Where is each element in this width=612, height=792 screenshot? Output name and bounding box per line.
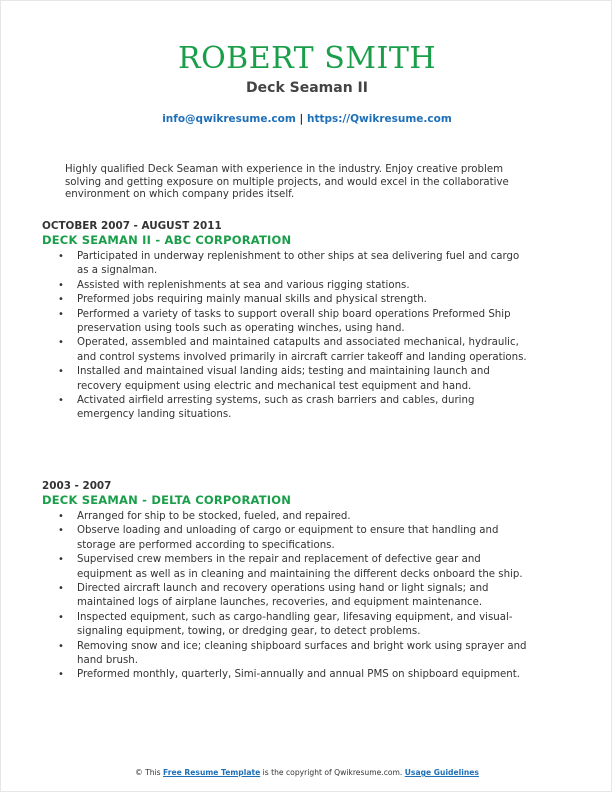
experience-entry: [42, 480, 532, 683]
job-responsibilities: [42, 250, 532, 423]
job-responsibilities: [42, 510, 532, 683]
list-item: • Observe loading and unloading of cargo or equipment to ensure that handling and storage are performed according to specifications.: [77, 524, 532, 553]
list-item: • Directed aircraft launch and recovery operations using hand or light signals; and maintained logs of airplane launches, recoveries, and equipment maintenance.: [77, 582, 532, 611]
list-item: • Operated, assembled and maintained catapults and associated mechanical, hydraulic, and control systems involved primarily in aircraft carrier takeoff and landing operations.: [77, 336, 532, 365]
list-item: • Preformed jobs requiring mainly manual skills and physical strength.: [77, 293, 532, 307]
candidate-title: Deck Seaman II: [246, 80, 368, 96]
website-link[interactable]: https://Qwikresume.com: [306, 113, 452, 125]
job-position: DECK SEAMAN II - ABC CORPORATION: [42, 233, 292, 247]
contact-separator: |: [299, 113, 304, 125]
list-item: • Assisted with replenishments at sea and various rigging stations.: [77, 279, 532, 293]
copyright-footer: [1, 768, 612, 778]
list-item: • Inspected equipment, such as cargo-handling gear, lifesaving equipment, and visual-signaling equipment, towing, or dredging gear, to detect problems.: [77, 611, 532, 640]
email-link[interactable]: info@qwikresume.com: [162, 113, 296, 125]
job-dates: OCTOBER 2007 - AUGUST 2011: [42, 220, 222, 232]
list-item: • Installed and maintained visual landing aids; testing and maintaining launch and recovery equipment using electric and mechanical test equipment and hand.: [77, 365, 532, 394]
footer-prefix: © This: [135, 768, 161, 777]
list-item: • Arranged for ship to be stocked, fueled, and repaired.: [77, 510, 532, 524]
summary-paragraph: Highly qualified Deck Seaman with experience in the industry. Enjoy creative problem solving and getting exposure on multiple projects, and would excel in the collaborative environment on which company prides itself.: [65, 164, 509, 200]
list-item: • Participated in underway replenishment to other ships at sea delivering fuel and cargo as a signalman.: [77, 250, 532, 279]
list-item: • Preformed monthly, quarterly, Simi-annually and annual PMS on shipboard equipment.: [77, 668, 532, 682]
usage-guidelines-link[interactable]: Usage Guidelines: [404, 768, 479, 777]
list-item: • Activated airfield arresting systems, such as crash barriers and cables, during emergency landing situations.: [77, 394, 532, 423]
list-item: • Performed a variety of tasks to support overall ship board operations Preformed Ship preservation using tools such as operating winches, using hand.: [77, 308, 532, 337]
job-dates: 2003 - 2007: [42, 480, 112, 492]
list-item: • Supervised crew members in the repair and replacement of defective gear and equipment as well as in cleaning and maintaining the different decks onboard the ship.: [77, 553, 532, 582]
contact-line: [1, 112, 612, 126]
list-item: • Removing snow and ice; cleaning shipboard surfaces and bright work using sprayer and hand brush.: [77, 640, 532, 669]
experience-entry: [42, 220, 532, 423]
free-resume-template-link[interactable]: Free Resume Template: [163, 768, 261, 777]
footer-middle: is the copyright of Qwikresume.com.: [262, 768, 403, 777]
job-position: DECK SEAMAN - DELTA CORPORATION: [42, 493, 292, 507]
candidate-name: ROBERT SMITH: [177, 41, 437, 76]
